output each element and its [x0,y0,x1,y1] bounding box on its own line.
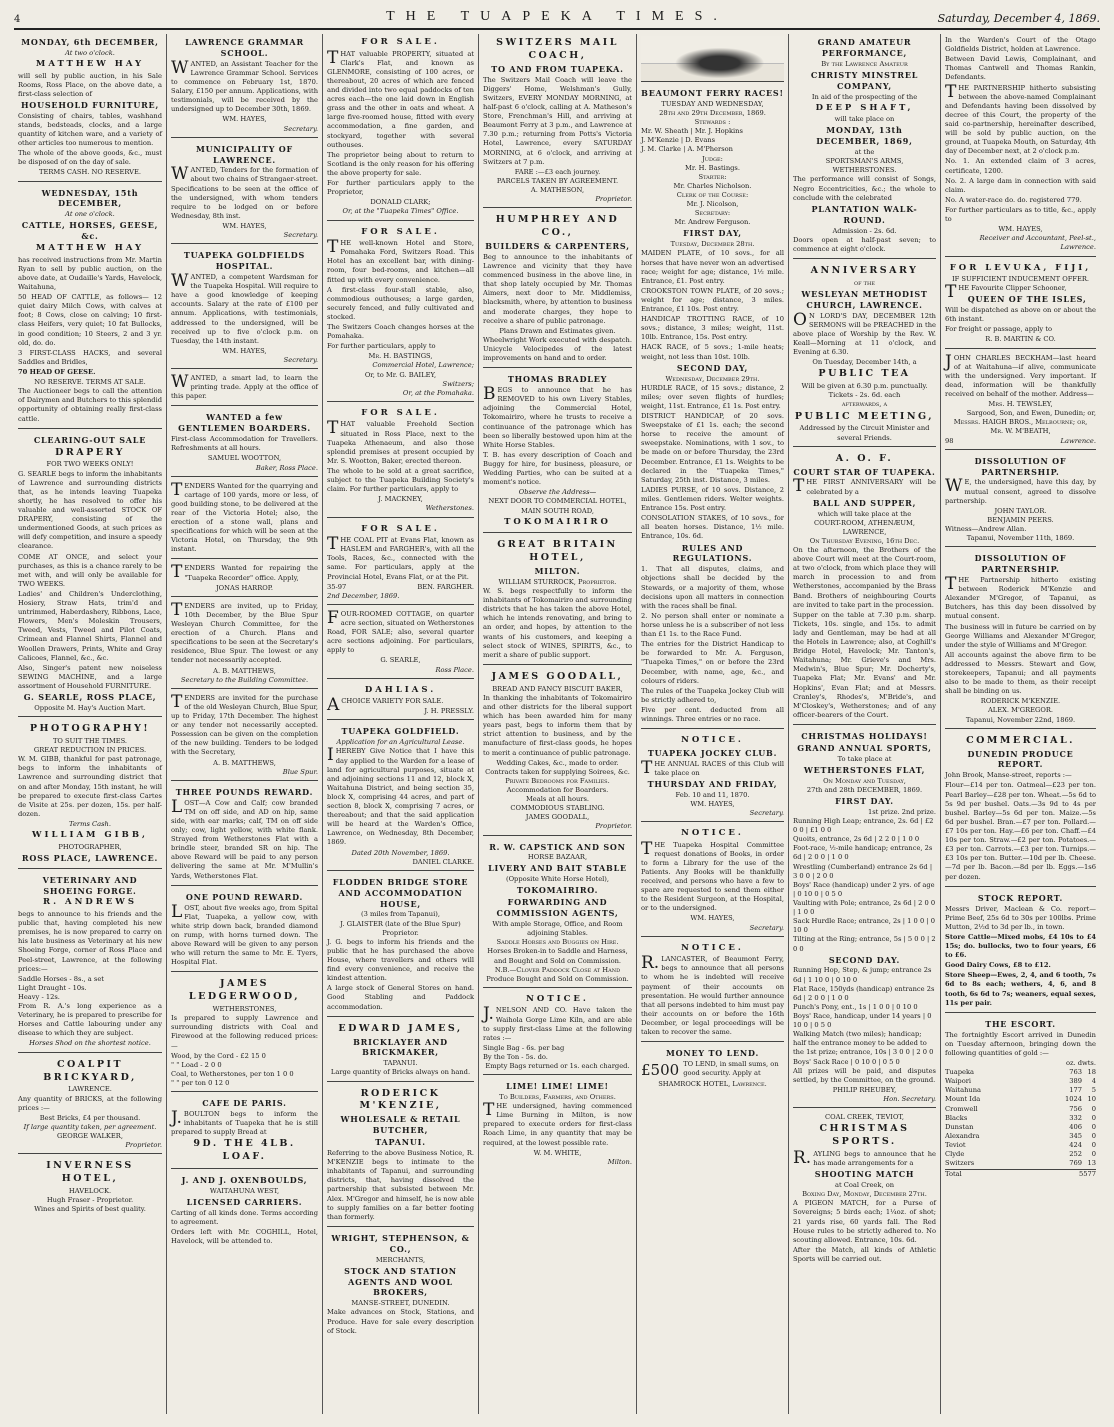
for-sale-coal-pit-ad: FOR SALE. THE COAL PIT at Evans Flat, known as HASLEM and FARGHER's, with all the Tools, Races, &c., connected with the same. For particulars, apply at the Provincial Hotel, Evans Flat, or at the Pit. 35-97 BEN. FARGHER. 2nd December, 1869. [327,521,474,605]
jockey-club-notice-ad: NOTICE. TUAPEKA JOCKEY CLUB. THE ANNUAL RACES of this Club will take place on THURSDAY AND FRIDAY, Feb. 10 and 11, 1870. WM. HAYES, Secretary. [641,732,784,822]
capstick-ad: R. W. CAPSTICK AND SON HORSE BAZAAR, LIVERY AND BAIT STABLE (Opposite White Horse Hotel), TOKOMAIRIRO. FORWARDING AND COMMISSION AGENTS, With ample Storage, Office, and Room adjoining Stables. Saddle Horses and Buggies on Hire. Horses Broken-in to Saddle and Harness, and Bought and Sold on Commission. N.B.—Clover Paddock Close at Hand Produce Bought and Sold on Commission. [483,839,632,988]
escort-row [945,1086,1096,1095]
escort-row [945,1150,1096,1159]
escort-row [945,1132,1096,1141]
flodden-bridge-ad: FLODDEN BRIDGE STORE AND ACCOMMODATION HOUSE, (3 miles from Tapanui), J. GLAISTER (late of the Blue Spur) Proprietor. J. G. begs to inform his friends and the public that he has purchased the above House, where travellers and others will find every convenience, and receive the kindest attention. A large stock of General Stores on hand. Good Stabling and Paddock accommodation. [327,874,474,1017]
lancaster-notice-ad: NOTICE. R.LANCASTER, of Beaumont Ferry, begs to announce that all persons to whom he is indebted will receive payment of their accounts on presentation. He would further announce that all persons indebted to him must pay their accounts on or before the 16th December, or legal proceedings will be taken to recover the same. [641,940,784,1043]
brickyard-ad: COALPIT BRICKYARD, LAWRENCE. Any quantity of BRICKS, at the following prices :— Best Bricks, £4 per thousand. If large quantity taken, per agreement. GEORGE WALKER, Proprietor. [18,1056,162,1155]
switzers-coach-ad: SWITZERS MAIL COACH, TO AND FROM TUAPEKA. The Switzers Mail Coach will leave the Diggers' Home, Welshman's Gully, Switzers, EVERY MONDAY MORNING, at half-past 6 o'clock, calling at A. Matheson's Store, Frenchman's Hill, and arriving at Beaumont Ferry at 3 p.m., and Lawrence at 7.30 p.m.; returning from Potts's Victoria Hotel, Lawrence, every SATURDAY MORNING, at 6 o'clock, and arriving at Switzers at 7 p.m. FARE :—£3 each journey. PARCELS TAKEN BY AGREEMENT. A. MATHESON, Proprietor. [483,34,632,208]
auction-cattle-ad: WEDNESDAY, 15th DECEMBER, At one o'clock. CATTLE, HORSES, GEESE, &c. MATTHEW HAY has received instructions from Mr. Martin Ryan to sell by public auction, on the above date, at Oudaille's Yards, Havelock, Waitahuna, 50 HEAD OF CATTLE, as follows— 12 quiet dairy Milch Cows, with calves at foot; 8 Cows, close on calving; 10 first-class Heifers, very quiet; 10 fat Bullocks, in good condition; 10 Steers, 2 and 3 yr. old, do. do. 3 FIRST-CLASS HACKS, and several Saddles and Bridles, 70 HEAD OF GEESE. NO RESERVE. TERMS AT SALE. The Auctioneer begs to call the attention of Dairymen and Butchers to this splendid opportunity of obtaining really first-class cattle. [18,185,162,429]
page-number: 4 [14,14,21,25]
escort-total: Total 5577 [945,1170,1096,1179]
ledgerwood-ad: JAMES LEDGERWOOD, WETHERSTONES, Is prepared to supply Lawrence and surrounding districts with Coal and Firewood at the following reduced prices:— Wood, by the Cord - £2 15 0 " " Load - 2 0 0 Coal, to Wetherstones, per ton 1 0 0 " " per ton 0 12 0 [171,975,318,1092]
great-britain-hotel-ad: GREAT BRITAIN HOTEL, MILTON. WILLIAM STURROCK, Proprietor. W. S. begs respectfully to inform the inhabitants of Tokomairiro and surrounding districts that he has taken the above Hotel, which he intends renovating, and bring to an order, and hopes, by attention to the wants of his customers, and keeping a select stock of WINES, SPIRITS, &c., to merit a share of public support. [483,536,632,665]
beckham-notice-ad: JOHN CHARLES BECKHAM—last heard of at Waitahuna—if alive, communicate with the undersigned. Very important. If dead, information will be thankfully received on behalf of the mother. Address— Mrs. H. TEWSLEY, Sargood, Son, and Ewen, Dunedin; or, Messrs. HAIGH BROS., Melbourne; or, Mr. W. M'BEATH, 98 Lawrence. [945,352,1096,450]
column-7 [940,34,1100,1414]
hospital-ad: TUAPEKA GOLDFIELDS HOSPITAL. WANTED, a competent Wardsman for the Tuapeka Hospital. Will require to have a good knowledge of keeping accounts. Salary at the rate of £100 per annum. Applications, with testimonials, addressed to the undersigned, will be received up to five o'clock p.m. on Tuesday, the 14th instant. WM. HAYES, Secretary. [171,247,318,369]
escort-amount: 177 5 [1069,1086,1096,1095]
money-to-lend-ad: MONEY TO LEND. £500 TO LEND, in small sums, on good security. Apply at SHAMROCK HOTEL, Lawrence. [641,1048,779,1089]
escort-amount: 406 0 [1069,1122,1096,1131]
escort-row [945,1123,1096,1132]
escort-report: THE ESCORT. The fortnightly Escort arrived in Dunedin on Tuesday afternoon, bringing down the following quantities of gold :— oz. dwts. Tuapeka 763 18 Waipori 389 4 Waitahuna 177 5 Mount Ida 1024 10 Cromwell 756 0 Blacks 332 0 Dunstan 406 0 Alexandra 345 0 Teviot 424 0 Clyde 252 0 Switzers 769 13 Total 5577 [945,1018,1096,1179]
cafe-de-paris-ad: CAFE DE PARIS. J.BOULTON begs to inform the inhabitants of Tuapeka that he is still prepared to supply Bread at 9D. THE 4LB. LOAF. [171,1095,318,1169]
escort-place: Blacks [945,1113,968,1122]
oxenboulds-ad: J. AND J. OXENBOULDS, WAITAHUNA WEST, LICENSED CARRIERS. Carting of all kinds done. Terms according to agreement. Orders left with Mr. COGHILL, Hotel, Havelock, will be attended to. [171,1175,318,1246]
escort-amount: 252 0 [1069,1150,1096,1159]
aof-ball-ad: A. O. F. COURT STAR OF TUAPEKA. THE FIRST ANNIVERSARY will be celebrated by a BALL AND SUPPER, which will take place at the COURT-ROOM, ATHENÆUM, LAWRENCE, On Thursday Evening, 16th Dec. On the afternoon, the Brothers of the above Court will meet at the Court-room, at two o'clock, from which place they will march in procession to and from Wetherstones, accompanied by the Brass Band. Brothers of neighbouring Courts are invited to take part in the procession. Supper on the table at 7.30 p.m. sharp. Tickets, 10s. single, and 15s. to admit lady and Gentleman, may be had at all the Hotels in Lawrence; also, at Coghill's Bridge Hotel, Havelock; Mr. Tanton's, Waitahuna; Mr. Grieve's and Mrs. Medwin's, Blue Spur; Mr. Docherty's, Tuapeka Flat; Mr. Evans' and Mr. Hopkins', Evan Flat; and at Messrs. Cranley's, Rhodes's, M'Bride's, and M'Closkey's, Wetherstones; and of any officer-bearers of the Court. [793,450,936,725]
tenders-old-church-ad: TENDERS are invited for the purchase of the old Wesleyan Church, Blue Spur, up to Friday, 17th December. The highest or any tender not necessarily accepted. Possession can be given on the completion of the new building. Tenders to be lodged with the Secretary, A. B. MATTHEWS, Blue Spur. [171,692,318,781]
column-3 [322,34,478,1414]
tenders-stone-ad: TENDERS Wanted for the quarrying and cartage of 100 yards, more or less, of good building stone, to be delivered at the rear of the Victoria Hotel; also, the erection of a stone wall, plans and specifications for which will be seen at the Victoria Hotel, on Thursday, the 9th instant. [171,480,318,560]
municipality-ad: MUNICIPALITY OF LAWRENCE. WANTED, Tenders for the formation of about two chains of Strangaer-street. Specifications to be seen at the office of the undersigned, with whom tenders require to be lodged on or before Wednesday, 8th inst. WM. HAYES, Secretary. [171,141,318,245]
stock-report: STOCK REPORT. Messrs Driver, Maclean & Co. report—Prime Beef, 25s 6d to 30s per 100lbs. Prime Mutton, 2½d to 3d per lb., in town. Store Cattle—Mixed mobs, £4 10s to £4 15s; do. bullocks, two to four years, £6 to £6. Good Dairy Cows, £8 to £12. Store Sheep—Ewes, 2, 4, and 6 tooth, 7s 6d to 8s each; wethers, 4, 6, and 8 tooth, 6s 6d to 7s; weaners, equal sexes, 11s per pair. [945,890,1096,1013]
horse-race-engraving [641,36,784,82]
dissolution-taylor-ad: DISSOLUTION OF PARTNERSHIP. WE, the undersigned, have this day, by mutual consent, agreed to dissolve partnership. JOHN TAYLOR. BENJAMIN PEERS. Witness—Andrew Allan. Tapanui, November 11th, 1869. [945,453,1096,548]
christmas-sports-ad: CHRISTMAS HOLIDAYS! GRAND ANNUAL SPORTS, To take place at WETHERSTONES FLAT, On Monday and Tuesday, 27th and 28th DECEMBER, 1869. FIRST DAY. 1st prize. 2nd prize. Running High Leap; entrance, 2s. 6d | £2 0 0 | £1 0 0 Quoits, entrance, 2s 6d | 2 2 0 | 1 0 0 Foot-race, ½-mile handicap; entrance, 2s 6d | 2 0 0 | 1 0 0 Wrestling (Cumberland) entrance 2s 6d | 3 0 0 | 2 0 0 Boys' Race (handicap) under 2 yrs. of age | 0 10 0 | 0 5 0 Vaulting with Pole; entrance, 2s 6d | 2 0 0 | 1 0 0 Sack Hurdle Race; entrance, 2s | 1 0 0 | 0 10 0 Tilting at the Ring; entrance, 5s | 5 0 0 | 2 0 0 SECOND DAY. Running Hop, Step, & jump; entrance 2s 6d | 1 10 0 | 0 10 0 Flat Race, 150yds (handicap) entrance 2s 6d | 2 0 0 | 1 0 0 Punch's Pony, ent., 1s | 1 0 0 | 0 10 0 Boys' Race, handicap, under 14 years | 0 10 0 | 0 5 0 Walking Match (two miles); handicap; half the entrance money to be added to the 1st prize; entrance, 10s | 3 0 0 | 2 0 0 Boys' Sack Race | 0 10 0 | 0 5 0 All prizes will be paid, and disputes settled, by the Committee, on the ground. PHILIP RHEUBEY, Hon. Secretary. [793,728,936,1108]
column-4 [478,34,636,1414]
escort-row [945,1114,1096,1123]
escort-amount: 756 0 [1069,1104,1096,1113]
james-goodall-ad: JAMES GOODALL, BREAD AND FANCY BISCUIT BAKER, In thanking the inhabitants of Tokomairiro and other districts for the liberal support which has been awarded him for many years past, begs to inform them that by strict attention to business, and by the manufacture of first-class goods, he hopes to merit a continuance of public patronage. Wedding Cakes, &c., made to order. Contracts taken for supplying Soirees, &c. Private Bedrooms for Families. Accommodation for Boarders. Meals at all hours. COMMODIOUS STABLING. JAMES GOODALL, Proprietor. [483,668,632,836]
tenders-recorder-ad: TENDERS Wanted for repairing the "Tuapeka Recorder" office. Apply, JONAS HARROP. [171,562,318,596]
dahlias-ad: DAHLIAS. ACHOICE VARIETY FOR SALE. J. H. PRESSLY. [327,682,474,721]
escort-amount: 332 0 [1069,1113,1096,1122]
roderick-mckenzie-ad: RODERICK M'KENZIE, WHOLESALE & RETAIL BUTCHER, TAPANUI. Referring to the above Business Notice, R. M'KENZIE begs to intimate to the inhabitants of Tapanui, and surrounding districts, that, having dissolved the partnership that subsisted between Mr. Alex. M'Gregor and himself, he is now able to supply families on a far better footing than formerly. [327,1085,474,1227]
wright-stephenson-ad: WRIGHT, STEPHENSON, & CO., MERCHANTS, STOCK AND STATION AGENTS AND WOOL BROKERS, MANSE-STREET, DUNEDIN. Make advances on Stock, Stations, and Produce. Have for sale every description of Stock. [327,1232,474,1335]
edward-james-ad: EDWARD JAMES, BRICKLAYER AND BRICKMAKER, TAPANUI. Large quantity of Bricks always on hand. [327,1020,474,1082]
escort-row [945,1095,1096,1104]
escort-place: Clyde [945,1150,965,1159]
drapery-sale-ad: CLEARING-OUT SALE DRAPERY FOR TWO WEEKS ONLY! G. SEARLE begs to inform the inhabitants of Lawrence and surrounding districts that, as he intends leaving Tuapeka shortly, he has resolved to offer his valuable and well-assorted STOCK OF DRAPERY, consisting of the undermentioned Goods, at such prices as will defy competition, and insure a speedy clearance. COME AT ONCE, and select your purchases, as this is a chance rarely to be met with, and will only be available for TWO WEEKS. Ladies' and Children's Underclothing, Hosiery, Straw Hats, trim'd and untrimmed, Haberdashery, Ribbons, Lace, Flowers, Men's Moleskin Trousers, Tweed, Vests, Tweed and Pilot Coats, Crimean and Flannel Shirts, Flannel and Woollen Drawers, Prints, White and Gray Calicoes, Flannel, &c., &c. Also, Singer's patent new noiseless SEWING MACHINE, and a large assortment of Household FURNITURE. G. SEARLE, ROSS PLACE, Opposite M. Hay's Auction Mart. [18,432,162,718]
for-sale-freehold-ad: FOR SALE. THAT valuable Freehold Section situated in Ross Place, next to the Tuapeka Athenaeum, and also those splendid premises at present occupied by Mr. S. Wootton, Baker, erected thereon. The whole to be sold at a great sacrifice, subject to the Tuapeka Building Society's claim. For further particulars, apply to J. MACKNEY, Wetherstones. [327,405,474,518]
dissolution-mckenzie-ad: DISSOLUTION OF PARTNERSHIP. THE Partnership hitherto existing between Roderick M'Kenzie and Alexander M'Gregor, of Tapanui, as Butchers, has this day been dissolved by mutual consent. The business will in future be carried on by George Williams and Alexander M'Gregor, under the style of Williams and M'Gregor. All accounts against the above firm to be addressed to Messrs. Stewart and Gow, storekeepers, Tapanui; and all payments also to be made to them, as their receipt shall be binding on us. RODERICK M'KENZIE. ALEX. M'GREGOR. Tapanui, November 22nd, 1869. [945,550,1096,729]
cottage-ad: FOUR-ROOMED COTTAGE, on quarter acre section, situated on Wetherstones Road, FOR SALE; also, several quarter acre sections adjoining. For particulars, apply to G. SEARLE, Ross Place. [327,608,474,679]
inverness-hotel-ad: INVERNESS HOTEL, HAVELOCK. Hugh Fraser - Proprietor. Wines and Spirits of best quality. [34,1160,146,1214]
wesleyan-anniversary-ad: ANNIVERSARY of the WESLEYAN METHODIST CHURCH, LAWRENCE. ON LORD'S DAY, DECEMBER 12th SERMONS will be PREACHED in the above place of Worship by the Rev. W. Keall—Morning at 11 o'clock, and Evening at 6.30. On Tuesday, December 14th, a PUBLIC TEA Will be given at 6.30 p.m. punctually. Tickets - 2s. 6d. each afterwards, a PUBLIC MEETING, Addressed by the Circuit Minister and several Friends. [793,262,936,447]
nelson-lime-notice-ad: NOTICE. J.NELSON AND CO. Have taken the Waihola Gorge Lime Kiln, and are able to supply first-class Lime at the following rates :— Single Bag - 6s. per bag By the Ton - 5s. do. Empty Bags returned or 1s. each charged. [483,991,632,1075]
escort-amount: 389 4 [1069,1077,1096,1086]
column-2 [166,34,322,1414]
issue-date: Saturday, December 4, 1869. [937,12,1100,25]
escort-row [945,1141,1096,1150]
escort-place: Waipori [945,1077,972,1086]
three-pounds-reward-ad: THREE POUNDS REWARD. LOST—A Cow and Calf; cow branded TM on off side, and AD on hip, same side, with ear marks; calf, TM on off side only; cow, light yellow, with white flank. Strayed from Wetherstones Flat with a brindle steer, branded SR on hip. The above Reward will be paid to any person delivering the same at Mr. M'Mullin's Yards, Wetherstones Flat. [171,784,318,886]
grammar-school-ad: LAWRENCE GRAMMAR SCHOOL. WANTED, an Assistant Teacher for the Lawrence Grammar School. Services to commence on February 1st, 1870. Salary, £150 per annum. Applications, with testimonials, will be received by the undersigned up to December 30th, 1869. WM. HAYES, Secretary. [171,34,318,138]
beaumont-races-ad: BEAUMONT FERRY RACES! TUESDAY AND WEDNESDAY, 28th and 29th December, 1869. Stewards : Mr. W. Sheath | Mr. J. Hopkins J. M'Kenzie | D. Evans J. M. Clarke | A. M'Pherson Judge: Mr. H. Bastings. Starter: Mr. Charles Nicholson. Clerk of the Course: Mr. J. Nicolson, Secretary: Mr. Andrew Ferguson. FIRST DAY, Tuesday, December 28th. MAIDEN PLATE, of 10 sovs., for all horses that have never won an advertised race; weight for age; distance, 1½ mile. Entrance, £1. Post entry. CROOKSTON TOWN PLATE, of 20 sovs.; weight for age; distance, 3 miles. Entrance, £1 10s. Post entry. HANDICAP TROTTING RACE, of 10 sovs.; distance, 3 miles; weight, 11st. 10lb. Entrance, 15s. Post entry. HACK RACE, of 5 sovs.; 1-mile heats; weight, not less than 10st. 10lb. SECOND DAY, Wednesday, December 29th. HURDLE RACE, of 15 sovs.; distance, 2 miles; over seven flights of hurdles; weight, 11st. Entrance, £1 1s. Post entry. DISTRICT HANDICAP, of 20 sovs. Sweepstake of £1 1s. each; the second horse to receive the amount of sweepstake. Nominations, with 1 sov., to be made on or before Thursday, the 23rd December. Entrance, £1 1s. Weights to be declared in the "Tuapeka Times," Saturday, 25th inst. Distance, 3 miles. LADIES PURSE, of 10 sovs. Distance, 2 miles. Gentlemen riders. Welter weights. Entrance 15s. Post entry. CONSOLATION STAKES, of 10 sovs., for all beaten horses. Distance, 1½ mile. Entrance, 10s. 6d. RULES AND REGULATIONS. 1. That all disputes, claims, and objections shall be decided by the Stewards, or a majority of them, whose decisions upon all matters in connection with the races shall be final. 2. No person shall enter or nominate a horse unless he is a subscriber of not less than £1 1s. to the Race Fund. The entries for the District Handicap to be forwarded to Mr. A. Ferguson, "Tuapeka Times," on or before the 23rd December, with name, age, &c., and colours of riders. The rules of the Tuapeka Jockey Club will be strictly adhered to, Five per cent. deducted from all winnings. Three entries or no race. [641,85,784,729]
escort-place: Alexandra [945,1131,980,1140]
escort-place: Tuapeka [945,1068,975,1077]
veterinary-ad: VETERINARY AND SHOEING FORGE. R. ANDREWS begs to announce to his friends and the public that, having completed his new premises, he is now prepared to carry on his late business as Veterinary at his new Shoeing Forge, corner of Ross Place and Peel-street, Lawrence, at the following prices:— Saddle Horses - 8s., a set Light Draught - 10s. Heavy - 12s. From R. A.'s long experience as a Veterinary, he is prepared to prescribe for Horses and Cattle labouring under any disease to which they are subject. Horses Shod on the shortest notice. [18,872,162,1053]
hospital-books-notice-ad: NOTICE. THE Tuapeka Hospital Committee request donations of Books, in order to form a Library for the use of the Patients. Any Books will be thankfully received, and persons who have a few to spare are requested to send them either to the Resident Surgeon, at the Hospital, or to the undersigned. WM. HAYES, Secretary. [641,825,784,937]
tenders-church-ad: TENDERS are invited, up to Friday, 10th December, by the Blue Spur Wesleyan Church Committee, for the erection of a Church. Plans and specifications to be seen at the Secretary's residence, Blue Spur. The lowest or any tender not necessarily accepted. A. B. MATTHEWS, Secretary to the Building Committee. [171,600,318,689]
escort-place: Cromwell [945,1104,978,1113]
thomas-bradley-ad: THOMAS BRADLEY BEGS to announce that he has REMOVED to his own Livery Stables, adjoining the Commercial Hotel, Tokomairiro, where he trusts to receive a continuance of the patronage which has been so liberally bestowed upon him at the White Horse Stables. T. B. has every description of Coach and Buggy for hire, for business, pleasure, or Wedding Parties, who can be suited at a moment's notice. Observe the Address— NEXT DOOR TO COMMERCIAL HOTEL, MAIN SOUTH ROAD, TOKOMAIRIRO [483,371,632,533]
escort-row [945,1077,1096,1086]
escort-row [945,1159,1096,1168]
escort-place: Mount Ida [945,1095,981,1104]
escort-place: Switzers [945,1159,975,1168]
column-5 [636,34,788,1414]
escort-place: Waitahuna [945,1086,981,1095]
escort-row [945,1068,1096,1077]
commercial-report: COMMERCIAL. DUNEDIN PRODUCE REPORT. John Brook, Manse-street, reports :— Flour—£14 per ton. Oatmeal—£23 per ton. Pearl Barley—£28 per ton. Wheat.—5s 6d to 5s 9d per bushel. Oats.—3s 9d to 4s per bushel. Barley—5s 6d per ton. Maize.—5s 6d per bushel. Bran.—£7 per ton. Pollard.—£7 10s per ton. Hay.—£6 per ton. Chaff.—£4 10s per ton. Straw.—£2 per ton. Potatoes.—£3 per ton. Carrots.—£3 per ton. Turnips.—£3 10s per ton. Butter.—10d per lb. Cheese.—7d per lb. Bacon.—8d per lb. Eggs.—1s6 per dozen. [945,732,1096,887]
photography-ad: PHOTOGRAPHY! TO SUIT THE TIMES. GREAT REDUCTION IN PRICES. W. M. GIBB, thankful for past patronage, begs to inform the inhabitants of Lawrence and surrounding district that on and after Monday, 15th instant, he will be prepared to execute first-class Cartes de Visite at 25s. per dozen, 15s. per half-dozen. Terms Cash. WILLIAM GIBB, PHOTOGRAPHER, ROSS PLACE, LAWRENCE. [18,720,162,869]
column-6 [788,34,940,1414]
levuka-schooner-ad: FOR LEVUKA, FIJI, IF SUFFICIENT INDUCEMENT OFFER. THE Favourite Clipper Schooner, QUEEN OF THE ISLES, Will be dispatched as above on or about the 6th instant. For freight or passage, apply to R. B. MARTIN & CO. [945,260,1096,349]
one-pound-reward-ad: ONE POUND REWARD. LOST, about five weeks ago, from Spital Flat, Tuapeka, a yellow cow, with white strip down back, branded diamond on rump, with horns turned down. The above Reward will be given to any person who will return the same to Mr. E. Tyers, Hospital Flat. [171,889,318,973]
lime-ad: LIME! LIME! LIME! To Builders, Farmers, and Others. THE undersigned, having commenced Lime Burning in Milton, is now prepared to execute orders for first-class Roach Lime, in any quantity that may be required, at the lowest possible rate. W. M. WHITE, Milton. [483,1081,632,1166]
for-sale-hotel-ad: FOR SALE. THE well-known Hotel and Store, Pomahaka Ford, Switzers Road. This Hotel has an excellent bar, with dining-room, four bed-rooms, and kitchen—all fitted up with every convenience. A first-class four-stall stable, also, commodious outhouses; a large garden, securely fenced, and fully cultivated and stocked. The Switzers Coach changes horses at the Pomahaka. For further particulars, apply to Mr. H. BASTINGS, Commercial Hotel, Lawrence; Or, to Mr. G. BAILEY, Switzers; Or, at the Pomahaka. [327,224,474,402]
auction-furniture-ad: MONDAY, 6th DECEMBER, At two o'clock. MATTHEW HAY will sell by public auction, in his Sale Rooms, Ross Place, on the above date, a first-class selection of HOUSEHOLD FURNITURE, Consisting of chairs, tables, washhand stands, bedsteads, clocks, and a large quantity of kitchen ware, and a variety of other articles too numerous to mention. The whole of the above goods, &c., must be disposed of on the day of sale. TERMS CASH. NO RESERVE. [18,34,162,182]
coal-creek-sports-ad: COAL CREEK, TEVIOT, CHRISTMAS SPORTS. R.AYLING begs to announce that he has made arrangements for a SHOOTING MATCH at Coal Creek, on Boxing Day, Monday, December 27th. A PIGEON MATCH, for a Purse of Sovereigns; 5 birds each; 1¼oz. of shot; 21 yards rise, 60 yards fall. The Red House rules to be strictly adhered to. No scouting allowed. Entrance, 10s. 6d. After the Match, all kinds of Athletic Sports will be carried out. [793,1113,936,1264]
humphrey-builders-ad: HUMPHREY AND CO., BUILDERS & CARPENTERS, Beg to announce to the inhabitants of Lawrence and vicinity that they have commenced business in the above line, in that shop lately occupied by Mr. Thomas Aimers, next door to Mr. Middlemiss, blacksmith, where, by attention to business and moderate charges, they hope to receive a share of public patronage. Plans Drawn and Estimates given. Wheelwright Work executed with despatch. Unicycle Velocipedes of the latest improvements on hand and to order. [483,211,632,368]
printing-lad-ad: WANTED, a smart lad, to learn the printing trade. Apply at the office of this paper. [171,372,318,406]
escort-place: Dunstan [945,1122,974,1131]
boarders-ad: WANTED a few GENTLEMEN BOARDERS. First-class Accommodation for Travellers. Refreshments at all hours. SAMUEL WOOTTON, Baker, Ross Place. [171,409,318,476]
agricultural-lease-ad: TUAPEKA GOLDFIELD. Application for an Agricultural Lease. IHEREBY Give Notice that I have this day applied to the Warden for a lease of land for agricultural purposes, situate at and adjoining sections 11 and 12, block X, Waitahuna District, and being section 35, block X, comprising 44 acres, and part of section 8, block X, comprising 7 acres, or thereabout; and that the said application will be heard at the Warden's Office, Lawrence, on Wednesday, 8th December, 1869. Dated 20th November, 1869. DANIEL CLARKE. [327,723,474,870]
column-1 [14,34,166,1414]
escort-amount: 424 0 [1069,1140,1096,1149]
escort-table [945,1068,1096,1168]
escort-amount: 769 13 [1069,1159,1096,1168]
escort-row [945,1105,1096,1114]
escort-amount: 763 18 [1069,1068,1096,1077]
for-sale-glenmore-ad: FOR SALE. THAT valuable PROPERTY, situated at Clark's Flat, and known as GLENMORE, consisting of 100 acres, or thereabout, 20 acres of which are fenced and divided into two equal paddocks of ten acres each—the one laid down in English grass and the other in oats and wheat. A large five-roomed house, fitted with every accommodation, a fine garden, and stockyard, together with several outhouses. The proprietor being about to return to Scotland is the only reason for his offering the above property for sale. For further particulars apply to the Proprietor, DONALD CLARK; Or, at the "Tuapeka Times" Office. [327,34,474,221]
escort-amount: 1024 10 [1064,1095,1096,1104]
wardens-court-ad: In the Warden's Court of the Otago Goldfields District, holden at Lawrence. Between David Lewis, Complainant, and Thomas Cantwell and Thomas Rankin, Defendants. THE PARTNERSHIP hitherto subsisting between the above-named Complainant and Defendants having been dissolved by decree of this Court, the property of the said co-partnership, hereinafter described, will be sold by public auction, on the ground, at Tuapeka Mouth, on Saturday, 4th day of December next, at 2 o'clock p.m. No. 1. An extended claim of 3 acres, certificate, 1200. No. 2. A large dam in connection with said claim. No. A water-race do. do. registered 779. For further particulars as to title, &c., apply to WM. HAYES, Receiver and Accountant, Peel-st., Lawrence. [945,34,1096,257]
newspaper-title: THE TUAPEKA TIMES. [386,9,728,24]
escort-place: Teviot [945,1140,966,1149]
minstrel-performance-ad: GRAND AMATEUR PERFORMANCE, By the Lawrence Amateur CHRISTY MINSTREL COMPANY, In aid of the prospecting of the DEEP SHAFT, will take place on MONDAY, 13th DECEMBER, 1869, at the SPORTSMAN'S ARMS, WETHERSTONES. The performance will consist of Songs, Negro Eccentricities, &c.; the whole to conclude with the celebrated PLANTATION WALK-ROUND. Admission - 2s. 6d. Doors open at half-past seven; to commence at eight o'clock. [793,34,936,259]
escort-amount: 345 0 [1069,1131,1096,1140]
masthead [14,6,1100,30]
